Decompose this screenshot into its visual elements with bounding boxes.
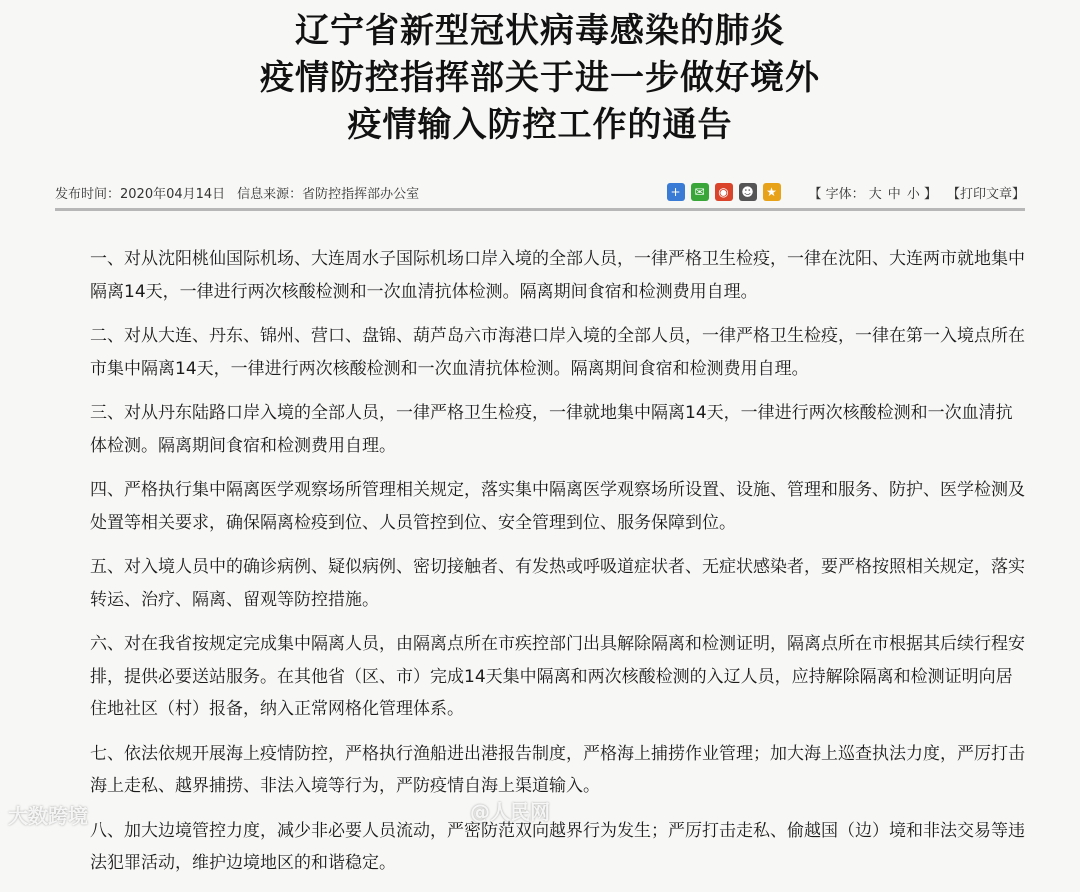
qzone-icon[interactable]: ★ xyxy=(763,183,781,201)
title-line-1: 辽宁省新型冠状病毒感染的肺炎 xyxy=(295,11,785,51)
print-article-link[interactable]: 【打印文章】 xyxy=(946,186,1025,202)
watermark-left: 大数跨境 xyxy=(8,804,88,828)
font-label-close: 】 xyxy=(923,186,937,202)
plus-share-icon[interactable]: + xyxy=(667,183,685,201)
wechat-icon[interactable]: ✉ xyxy=(691,183,709,201)
font-controls xyxy=(809,183,1026,202)
paragraph-3: 三、对从丹东陆路口岸入境的全部人员，一律严格卫生检疫，一律就地集中隔离14天，一律进行两次核酸检测和一次血清抗体检测。隔离期间食宿和检测费用自理。 xyxy=(90,403,1013,456)
title-line-2: 疫情防控指挥部关于进一步做好境外 xyxy=(260,58,820,98)
meta-bar xyxy=(55,176,1025,211)
font-size-control xyxy=(809,183,937,202)
watermark-right: @人民网 xyxy=(470,800,550,824)
font-size-medium-link[interactable]: 中 xyxy=(887,186,901,202)
paragraph-6: 六、对在我省按规定完成集中隔离人员，由隔离点所在市疾控部门出具解除隔离和检测证明，隔离点所在市根据其后续行程安排，提供必要送站服务。在其他省（区、市）完成14天集中隔离和两次核酸检测的入辽人员，应持解除隔离和检测证明向居住地社区（村）报备，纳入正常网格化管理体系。 xyxy=(90,634,1025,719)
publish-time: 发布时间：2020年04月14日 xyxy=(55,186,226,202)
paragraph-1: 一、对从沈阳桃仙国际机场、大连周水子国际机场口岸入境的全部人员，一律严格卫生检疫，一律在沈阳、大连两市就地集中隔离14天，一律进行两次核酸检测和一次血清抗体检测。隔离期间食宿和检测费用自理。 xyxy=(90,249,1025,302)
font-label: 【 字体： xyxy=(808,186,865,202)
share-toolbar xyxy=(667,183,781,201)
qq-icon[interactable]: ☻ xyxy=(739,183,757,201)
paragraph-8: 八、加大边境管控力度，减少非必要人员流动，严密防范双向越界行为发生；严厉打击走私、偷越国（边）境和非法交易等违法犯罪活动，维护边境地区的和谐稳定。 xyxy=(90,820,1025,873)
paragraph-4: 四、严格执行集中隔离医学观察场所管理相关规定，落实集中隔离医学观察场所设置、设施、管理和服务、防护、医学检测及处置等相关要求，确保隔离检疫到位、人员管控到位、安全管理到位、服务保障到位。 xyxy=(90,480,1025,533)
article-body xyxy=(90,243,1025,892)
paragraph-2: 二、对从大连、丹东、锦州、营口、盘锦、葫芦岛六市海港口岸入境的全部人员，一律严格卫生检疫，一律在第一入境点所在市集中隔离14天，一律进行两次核酸检测和一次血清抗体检测。隔离期间食宿和检测费用自理。 xyxy=(90,326,1025,379)
font-size-large-link[interactable]: 大 xyxy=(868,186,882,202)
font-size-small-link[interactable]: 小 xyxy=(906,186,920,202)
title-line-3: 疫情输入防控工作的通告 xyxy=(347,105,733,145)
meta-info xyxy=(55,183,419,202)
paragraph-7: 七、依法依规开展海上疫情防控，严格执行渔船进出港报告制度，严格海上捕捞作业管理；加大海上巡查执法力度，严厉打击海上走私、越界捕捞、非法入境等行为，严防疫情自海上渠道输入。 xyxy=(90,743,1025,796)
info-source: 信息来源：省防控指挥部办公室 xyxy=(237,186,420,202)
paragraph-5: 五、对入境人员中的确诊病例、疑似病例、密切接触者、有发热或呼吸道症状者、无症状感染者，要严格按照相关规定，落实转运、治疗、隔离、留观等防控措施。 xyxy=(90,557,1025,610)
weibo-icon[interactable]: ◉ xyxy=(715,183,733,201)
document-title xyxy=(0,8,1080,149)
